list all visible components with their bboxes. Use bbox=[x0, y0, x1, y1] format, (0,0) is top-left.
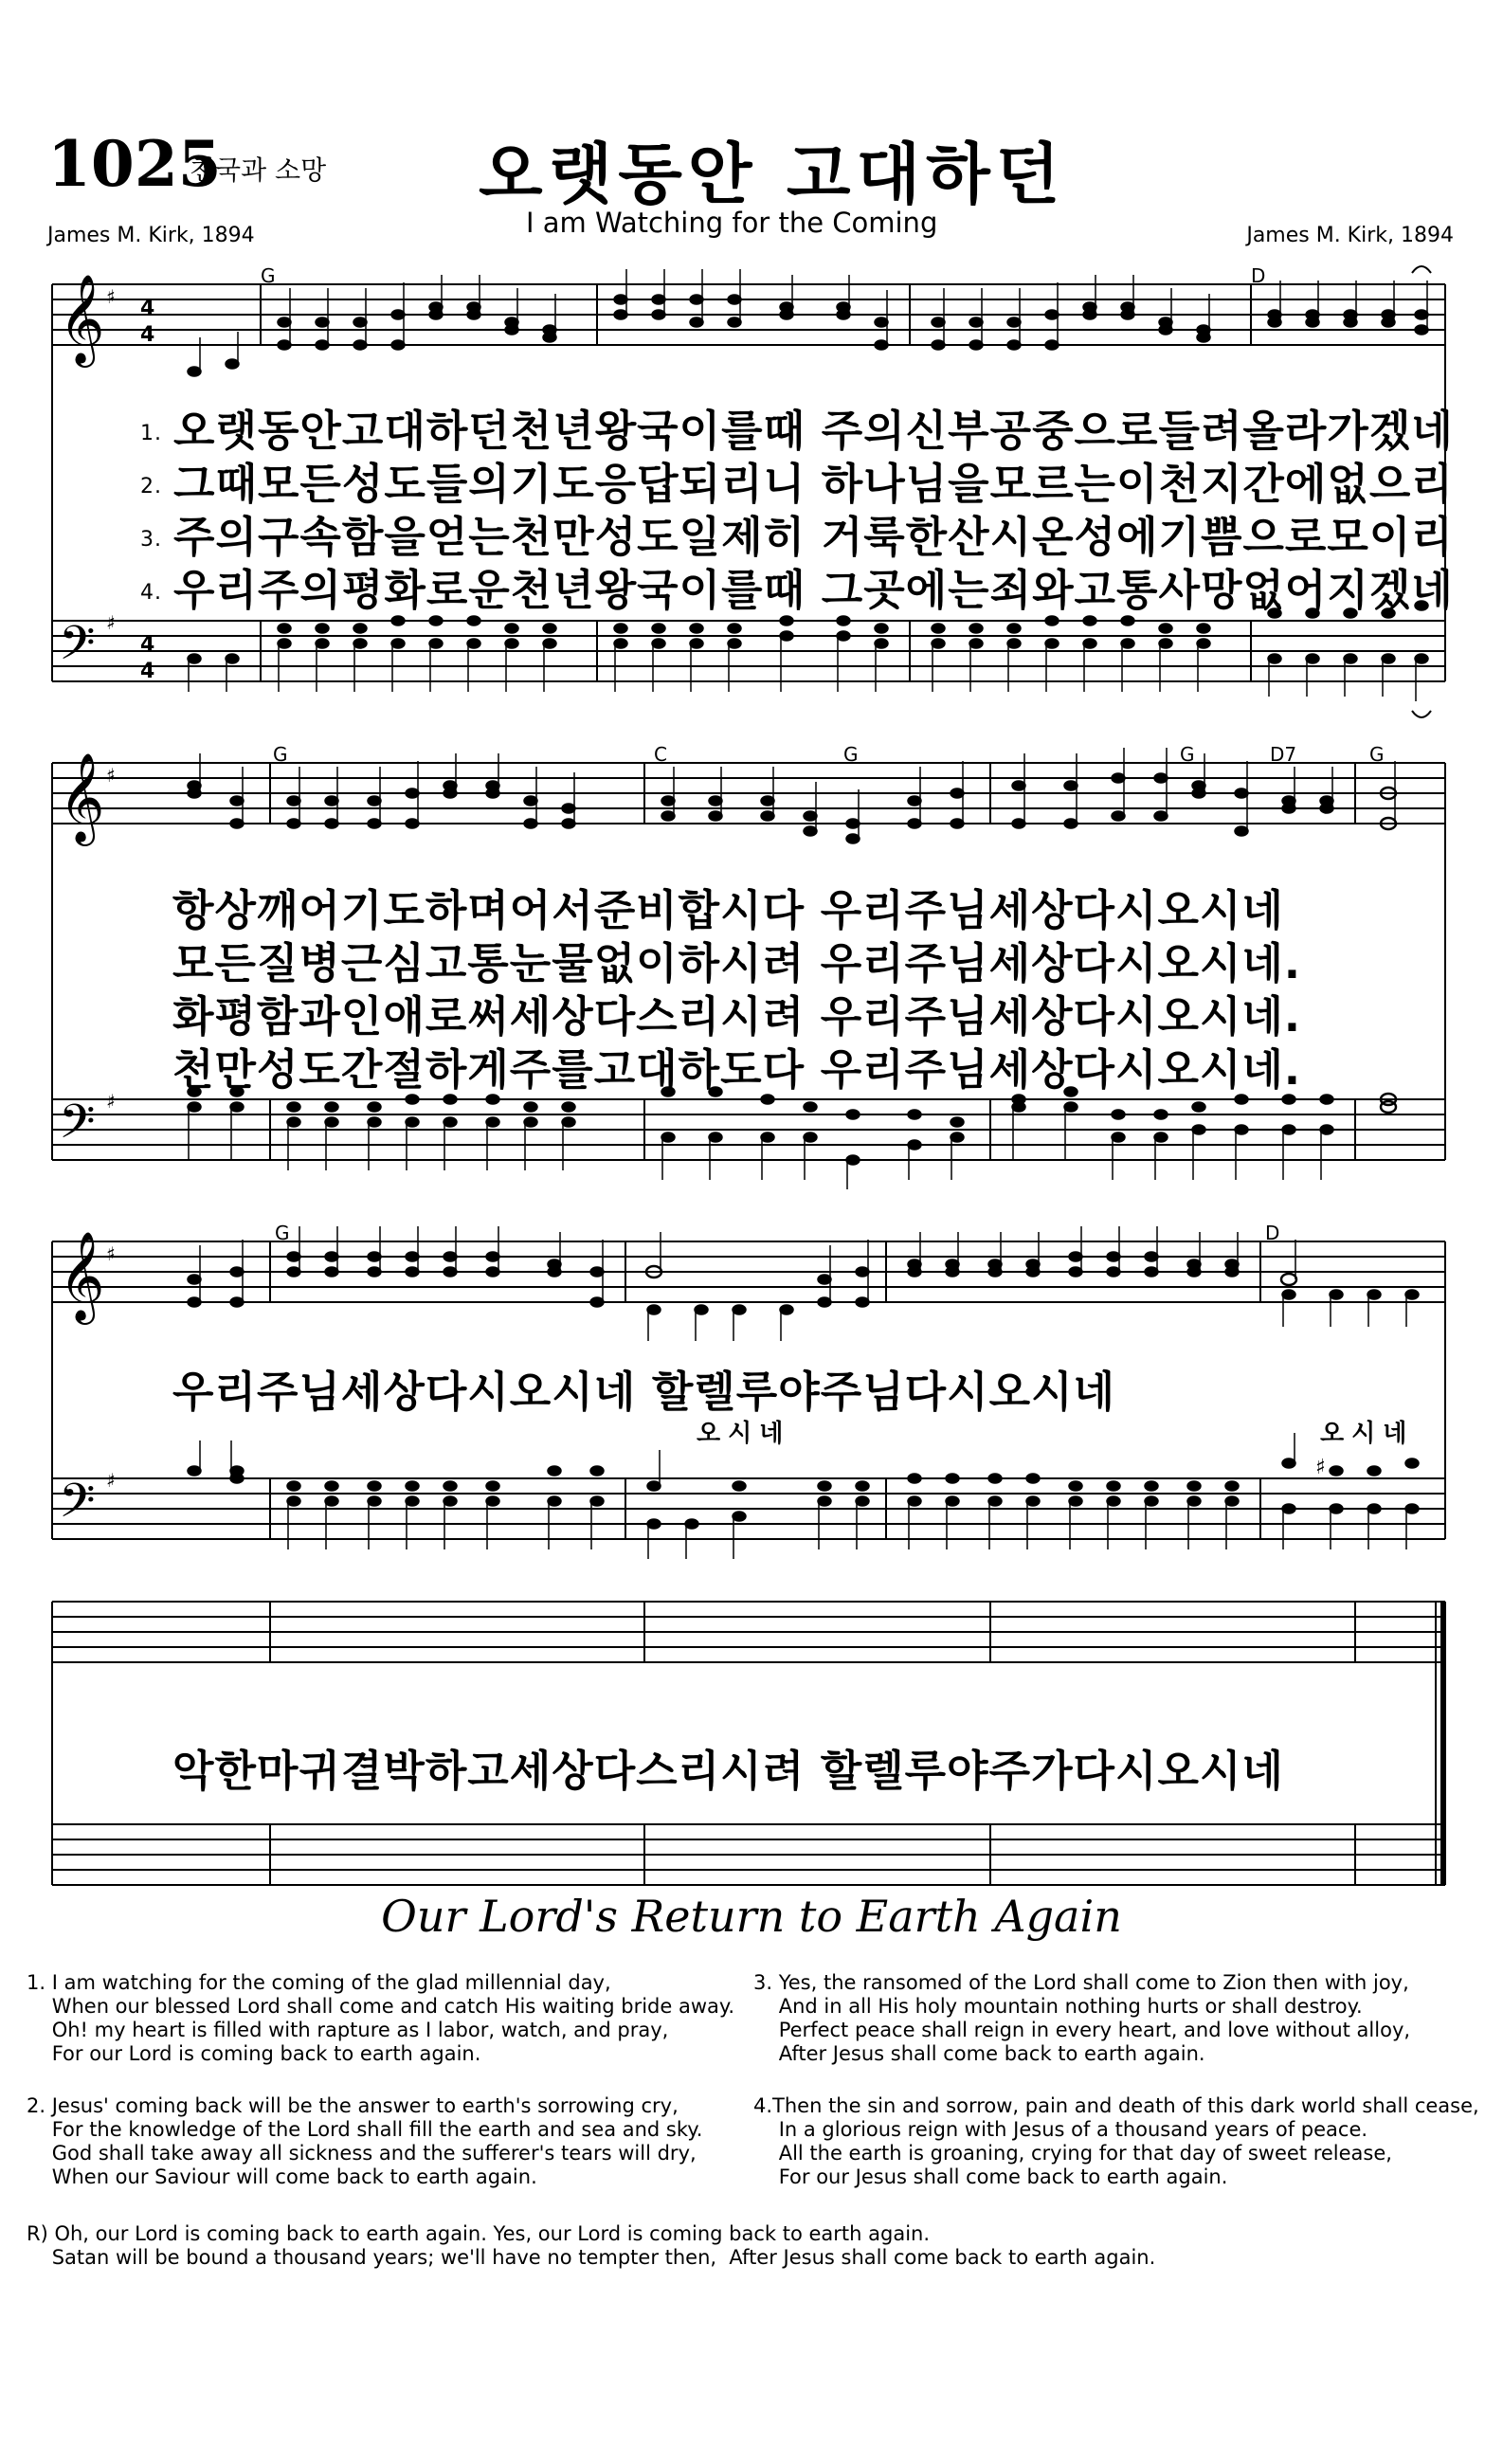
verse-line: 천만성도간절하게주를고대하도다 우리주님세상다시오시네. bbox=[172, 1044, 1301, 1095]
lyricist-credit: James M. Kirk, 1894 bbox=[47, 224, 255, 247]
echo-lyric: 오시네 bbox=[697, 1420, 791, 1448]
chord-label: G bbox=[1180, 744, 1195, 766]
svg-text:4: 4 bbox=[140, 323, 155, 347]
svg-text:♯: ♯ bbox=[1315, 1456, 1326, 1479]
verse-line: 화평함과인애로써세상다스리시려 우리주님세상다시오시네. bbox=[172, 991, 1301, 1042]
svg-text:𝄢: 𝄢 bbox=[59, 1095, 96, 1161]
chord-label: G bbox=[261, 265, 276, 287]
english-refrain: R) Oh, our Lord is coming back to earth again. Yes, our Lord is coming back to earth again. Satan will be bound a thousand years; we'll have no tempter then, After Jesus shall come back to earth again. bbox=[27, 2222, 1156, 2269]
svg-text:4: 4 bbox=[140, 633, 155, 657]
svg-text:𝄞: 𝄞 bbox=[59, 274, 105, 364]
svg-text:𝄢: 𝄢 bbox=[59, 1474, 96, 1540]
svg-text:♯: ♯ bbox=[106, 611, 116, 634]
svg-text:𝄞: 𝄞 bbox=[59, 752, 105, 842]
page-subtitle: I am Watching for the Coming bbox=[526, 207, 938, 239]
english-verse-1: 1. I am watching for the coming of the glad millennial day, When our blessed Lord shall come and catch His waiting bride away. Oh! my heart is filled with rapture as I labor, watch, and pray, For our Lord is coming back to earth again. bbox=[27, 1971, 735, 2065]
verse-line: 4. 우리주의평화로운천년왕국이를때 그곳에는죄와고통사망없어지겠네 bbox=[140, 565, 1454, 615]
refrain-line: 악한마귀결박하고세상다스리시려 할렐루야주가다시오시네 bbox=[172, 1746, 1284, 1796]
svg-text:𝄢: 𝄢 bbox=[59, 616, 96, 682]
chord-label: D bbox=[1265, 1223, 1280, 1244]
svg-text:♯: ♯ bbox=[106, 1090, 116, 1113]
refrain-line: 우리주님세상다시오시네 할렐루야주님다시오시네 bbox=[172, 1367, 1116, 1417]
svg-text:♯: ♯ bbox=[106, 1242, 116, 1265]
chord-label: G bbox=[1369, 744, 1385, 766]
svg-text:4: 4 bbox=[140, 297, 155, 320]
svg-text:4: 4 bbox=[140, 660, 155, 683]
chord-label: G bbox=[843, 744, 859, 766]
english-verse-3: 3. Yes, the ransomed of the Lord shall come to Zion then with joy, And in all His holy mountain nothing hurts or shall destroy. Perfect peace shall reign in every heart, and love without alloy, After Jesus shall come back to earth again. bbox=[753, 1971, 1411, 2065]
echo-lyric: 오시네 bbox=[1320, 1420, 1415, 1448]
svg-text:♯: ♯ bbox=[106, 285, 116, 308]
verse-line: 모든질병근심고통눈물없이하시려 우리주님세상다시오시네. bbox=[172, 938, 1301, 988]
verse-line: 2. 그때모든성도들의기도응답되리니 하나님을모르는이천지간에없으리 bbox=[140, 459, 1454, 509]
english-verse-2: 2. Jesus' coming back will be the answer to earth's sorrowing cry, For the knowledge of the Lord shall fill the earth and sea and sky. God shall take away all sickness and the sufferer's tears will dry, When our Saviour will come back to earth again. bbox=[27, 2094, 703, 2188]
svg-text:𝄞: 𝄞 bbox=[59, 1231, 105, 1321]
hymn-category: 천국과 소망 bbox=[190, 154, 327, 186]
chord-label: G bbox=[275, 1223, 290, 1244]
english-title: Our Lord's Return to Earth Again bbox=[381, 1891, 1122, 1942]
chord-label: D bbox=[1251, 265, 1266, 287]
chord-label: D7 bbox=[1270, 744, 1297, 766]
svg-text:♯: ♯ bbox=[106, 1469, 116, 1492]
verse-line: 1. 오랫동안고대하던천년왕국이를때 주의신부공중으로들려올라가겠네 bbox=[140, 406, 1454, 456]
english-verse-4: 4.Then the sin and sorrow, pain and death of this dark world shall cease, In a glorious reign with Jesus of a thousand years of peace. All the earth is groaning, crying for that day of sweet release, For our Jesus shall come back to earth again. bbox=[753, 2094, 1479, 2188]
composer-credit: James M. Kirk, 1894 bbox=[1246, 224, 1454, 247]
chord-label: G bbox=[273, 744, 288, 766]
svg-text:♯: ♯ bbox=[106, 764, 116, 787]
hymn-number: 1025 bbox=[47, 127, 222, 201]
verse-line: 항상깨어기도하며어서준비합시다 우리주님세상다시오시네 bbox=[172, 885, 1284, 935]
chord-label: C bbox=[654, 744, 667, 766]
page-title: 오랫동안 고대하던 bbox=[479, 136, 1066, 213]
verse-line: 3. 주의구속함을얻는천만성도일제히 거룩한산시온성에기쁨으로모이리 bbox=[140, 512, 1454, 562]
